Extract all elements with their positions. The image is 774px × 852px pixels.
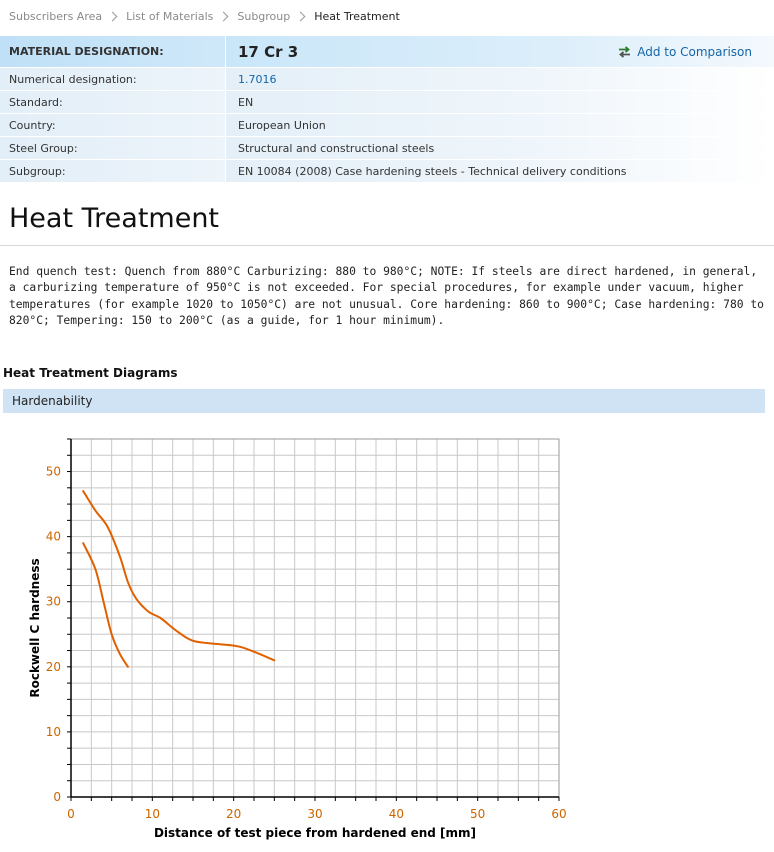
info-row-numerical-designation (0, 68, 774, 91)
chevron-right-icon (108, 11, 118, 21)
x-tick-label: 50 (470, 807, 486, 821)
info-label: Steel Group: (0, 137, 226, 159)
info-value: Structural and constructional steels (226, 137, 774, 159)
hardenability-chart (0, 430, 580, 850)
material-designation-label: MATERIAL DESIGNATION: (0, 36, 226, 67)
numerical-designation-link[interactable]: 1.7016 (238, 72, 277, 86)
info-row-subgroup (0, 160, 774, 183)
x-tick-label: 0 (67, 807, 75, 821)
info-value: EN (226, 91, 774, 113)
compare-arrows-icon (618, 46, 631, 58)
y-tick-label: 10 (45, 724, 61, 739)
x-tick-label: 60 (551, 807, 567, 821)
breadcrumb-subscribers-area[interactable]: Subscribers Area (9, 9, 103, 23)
y-tick-label: 50 (45, 464, 61, 479)
y-tick-label: 0 (53, 790, 61, 804)
chevron-right-icon (219, 11, 229, 21)
x-axis-label: Distance of test piece from hardened end [mm] (153, 826, 477, 840)
x-tick-label: 20 (226, 807, 242, 821)
breadcrumb (9, 8, 400, 24)
info-value: European Union (226, 114, 774, 136)
breadcrumb-current: Heat Treatment (314, 9, 400, 23)
info-label: Numerical designation: (0, 68, 226, 90)
chevron-right-icon (296, 11, 306, 21)
x-tick-label: 30 (307, 807, 323, 821)
add-to-comparison-label: Add to Comparison (637, 44, 752, 59)
breadcrumb-list-of-materials[interactable]: List of Materials (126, 9, 214, 23)
info-row-country (0, 114, 774, 137)
info-row-standard (0, 91, 774, 114)
info-label: Subgroup: (0, 160, 226, 182)
material-designation-value: 17 Cr 3 (238, 42, 299, 61)
info-value: EN 10084 (2008) Case hardening steels - Technical delivery conditions (226, 160, 774, 182)
material-info-table (0, 36, 774, 183)
info-label: Country: (0, 114, 226, 136)
breadcrumb-subgroup[interactable]: Subgroup (237, 9, 291, 23)
material-designation-row (0, 36, 774, 68)
info-row-steel-group (0, 137, 774, 160)
x-tick-label: 40 (388, 807, 404, 821)
y-axis-label: Rockwell C hardness (28, 558, 42, 698)
diagram-header-hardenability: Hardenability (3, 389, 765, 413)
y-tick-label: 20 (45, 659, 61, 674)
y-tick-label: 40 (45, 529, 61, 544)
divider (0, 245, 774, 246)
page-title: Heat Treatment (9, 203, 220, 234)
info-label: Standard: (0, 91, 226, 113)
diagrams-section-title: Heat Treatment Diagrams (3, 366, 178, 380)
x-tick-label: 10 (144, 807, 160, 821)
y-tick-label: 30 (45, 594, 61, 609)
heat-treatment-description: End quench test: Quench from 880°C Carburizing: 880 to 980°C; NOTE: If steels are direct hardened, in general, a carburizing temperature of 950°C is not exceeded. For special procedures, for example under vacuum, higher temperatures (for example 1020 to 1050°C) are not unusual. Core hardening: 860 to 900°C; Case hardening: 780 to 820°C; Tempering: 150 to 200°C (as a guide, for 1 hour minimum). (9, 265, 764, 327)
add-to-comparison-link[interactable] (618, 45, 752, 59)
